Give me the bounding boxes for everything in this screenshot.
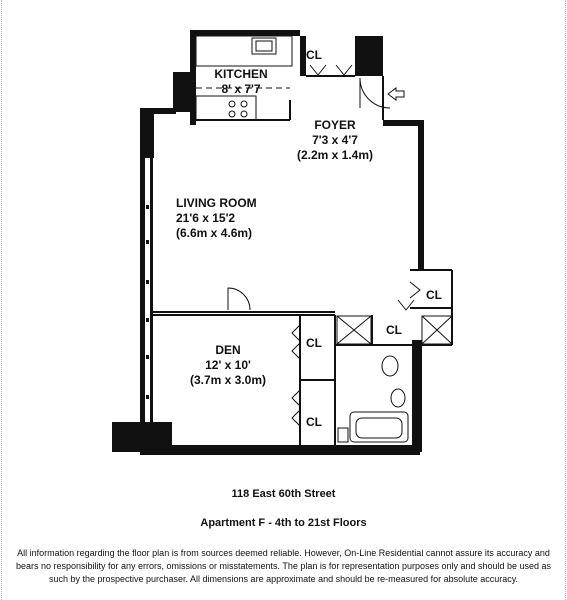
- den-metric: (3.7m x 3.0m): [189, 373, 267, 387]
- apartment-title: Apartment F - 4th to 21st Floors: [200, 517, 367, 529]
- closet-label-foyer: CL: [306, 48, 322, 62]
- living-room-name: LIVING ROOM: [176, 196, 257, 210]
- entry-arrow-icon: [388, 88, 404, 100]
- kitchen-name: KITCHEN: [214, 67, 268, 81]
- disclaimer: All information regarding the floor plan is from sources deemed reliable. However, On-Line Residential cannot assure its accuracy and bears no responsibility for any errors, omissions or misstatements. The plan is for representation purposes only and should be used as such by the prospective purchaser. All dimensions are approximate and should be re-measured for absolute accuracy.: [15, 548, 552, 584]
- closet-label-den-upper: CL: [306, 336, 322, 350]
- den-name: DEN: [215, 343, 241, 357]
- closet-label-den-lower: CL: [306, 415, 322, 429]
- foyer-label: [290, 118, 380, 163]
- foyer-metric: (2.2m x 1.4m): [296, 148, 374, 162]
- living-room-label: [176, 196, 286, 241]
- foyer-name: FOYER: [314, 118, 356, 132]
- kitchen-size: 8' x 7'7: [221, 82, 261, 96]
- window-marks: [146, 205, 149, 399]
- den-label: [178, 343, 278, 388]
- closet-label-right: CL: [426, 288, 442, 302]
- living-room-metric: (6.6m x 4.6m): [176, 226, 253, 240]
- foyer-size: 7'3 x 4'7: [312, 133, 358, 147]
- closet-label-hall: CL: [386, 323, 402, 337]
- address: 118 East 60th Street: [231, 488, 336, 500]
- den-size: 12' x 10': [205, 358, 251, 372]
- kitchen-label: [206, 67, 276, 97]
- living-room-size: 21'6 x 15'2: [176, 211, 236, 225]
